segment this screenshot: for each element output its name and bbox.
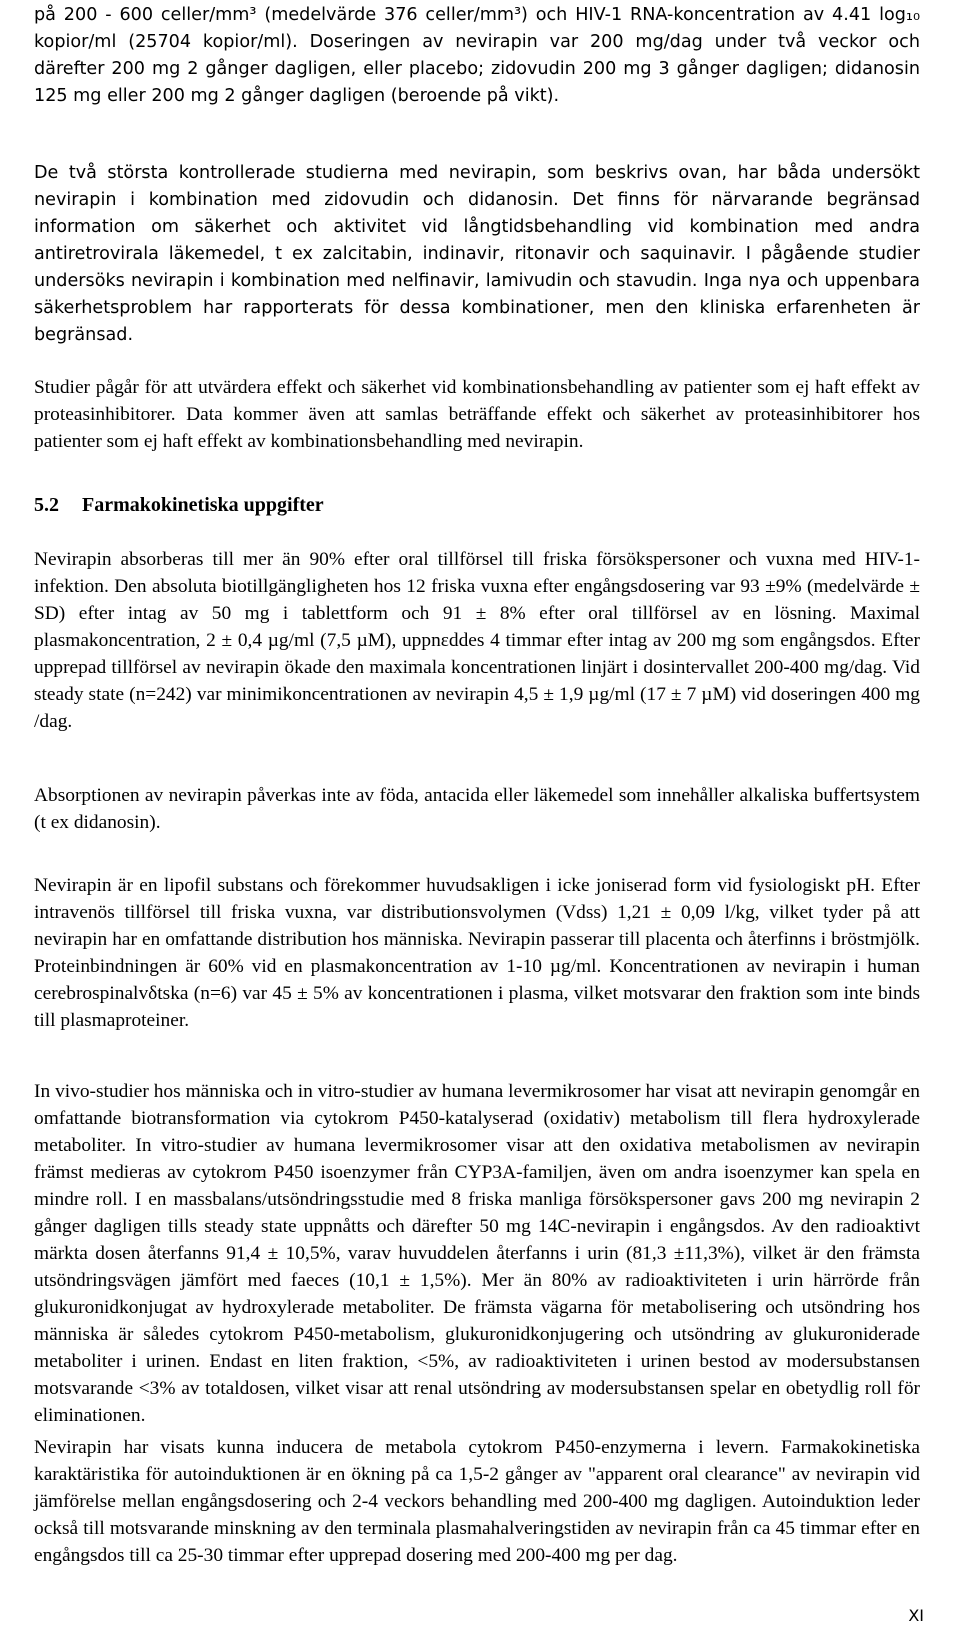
paragraph-text: Nevirapin absorberas till mer än 90% efter oral tillförsel till friska försökspersoner och vuxna med HIV-1-infektion. Den absoluta biotillgängligheten hos 12 friska vuxna efter engångsdosering var 93 ±9% (medelvärde ± SD) efter intag av 50 mg i tablettform och 91 ± 8% efter oral tillförsel av en lösning. Maximal plasmakoncentration, 2 ± 0,4 µg/ml (7,5 µM), uppnεddes 4 timmar efter intag av 200 mg som engångsdos. Efter upprepad tillförsel av nevirapin ökade den maximala koncentrationen linjärt i dosintervallet 200-400 mg/dag. Vid steady state (n=242) var minimikoncentrationen av nevirapin 4,5 ± 1,9 µg/ml (17 ± 7 µM) vid doseringen 400 mg /dag. xyxy=(34,549,920,732)
paragraph-text: Nevirapin är en lipofil substans och förekommer huvudsakligen i icke joniserad form vid fysiologiskt pH. Efter intravenös tillförsel till friska vuxna, var distributionsvolymen (Vdss) 1,21 ± 0,09 l/kg, vilket tyder på att nevirapin har en omfattande distribution hos människa. Nevirapin passerar till placenta och återfinns i bröstmjölk. Proteinbindningen är 60% vid en plasmakoncentration av 1-10 µg/ml. Koncentrationen av nevirapin i human cerebrospinalvδtska (n=6) var 45 ± 5% av koncentrationen i plasma, vilket motsvarar den fraktion som inte binds till plasmaproteiner. xyxy=(34,875,920,1031)
paragraph-text: In vivo-studier hos människa och in vitro-studier av humana levermikrosomer har visat att nevirapin genomgår en omfattande biotransformation via cytokrom P450-katalyserad (oxidativ) metabolism till flera hydroxylerade metaboliter. In vitro-studier av humana levermikrosomer visar att den oxidativa metabolismen av nevirapin främst medieras av cytokrom P450 isoenzymer från CYP3A-familjen, även om andra isoenzymer kan spela en mindre roll. I en massbalans/utsöndringsstudie med 8 friska manliga försökspersoner gavs 200 mg nevirapin 2 gånger dagligen tills steady state uppnåtts och därefter 50 mg 14C-nevirapin i engångsdos. Av den radioaktivt märkta dosen återfanns 91,4 ± 10,5%, varav huvuddelen återfanns i urin (81,3 ±11,3%), vilket är den främsta utsöndringsvägen jämfört med faeces (10,1 ± 1,5%). Mer än 80% av radioaktiviteten i urin härrörde från glukuronidkonjugat av hydroxylerade metaboliter. De främsta vägarna för metabolisering och utsöndring hos människa är således cytokrom P450-metabolism, glukuronidkonjugering och utsöndring av glukuroniderade metaboliter i urinen. Endast en liten fraktion, <5%, av radioaktiviteten i urinen bestod av modersubstansen motsvarande <3% av totaldosen, vilket visar att renal utsöndring av modersubstansen spelar en obetydlig roll för eliminationen. xyxy=(34,1081,920,1426)
section-title: Farmakokinetiska uppgifter xyxy=(82,494,324,516)
paragraph-autoinduction xyxy=(34,1434,920,1569)
paragraph-text: De två största kontrollerade studierna med nevirapin, som beskrivs ovan, har båda undersökt nevirapin i kombination med zidovudin och didanosin. Det finns för närvarande begränsad information om säkerhet och aktivitet vid långtidsbehandling vid kombination med andra antiretrovirala läkemedel, t ex zalcitabin, indinavir, ritonavir och saquinavir. I pågående studier undersöks nevirapin i kombination med nelfinavir, lamivudin och stavudin. Inga nya och uppenbara säkerhetsproblem har rapporterats för dessa kombinationer, men den kliniska erfarenheten är begränsad. xyxy=(34,163,920,345)
section-number: 5.2 xyxy=(34,494,59,516)
paragraph-food-effect xyxy=(34,782,920,836)
paragraph-study-dosing xyxy=(34,2,920,110)
paragraph-text: Absorptionen av nevirapin påverkas inte av föda, antacida eller läkemedel som innehåller alkaliska buffertsystem (t ex didanosin). xyxy=(34,785,920,833)
paragraph-text: Nevirapin har visats kunna inducera de metabola cytokrom P450-enzymerna i levern. Farmakokinetiska karaktäristika för autoinduktionen är en ökning på ca 1,5-2 gånger av "apparent oral clearance" av nevirapin vid jämförelse mellan engångsdosering och 2-4 veckors behandling med 200-400 mg dagligen. Autoinduktion leder också till motsvarande minskning av den terminala plasmahalveringstiden av nevirapin från ca 45 timmar efter en engångsdos till ca 25-30 timmar efter upprepad dosering med 200-400 mg per dag. xyxy=(34,1437,920,1566)
paragraph-combination-studies xyxy=(34,160,920,349)
section-heading xyxy=(34,492,920,519)
paragraph-text: på 200 - 600 celler/mm³ (medelvärde 376 celler/mm³) och HIV-1 RNA-koncentration av 4.41 log₁₀ kopior/ml (25704 kopior/ml). Doseringen av nevirapin var 200 mg/dag under två veckor och därefter 200 mg 2 gånger dagligen, eller placebo; zidovudin 200 mg 3 gånger dagligen; didanosin 125 mg eller 200 mg 2 gånger dagligen (beroende på vikt). xyxy=(34,5,920,106)
paragraph-metabolism xyxy=(34,1078,920,1429)
paragraph-text: Studier pågår för att utvärdera effekt och säkerhet vid kombinationsbehandling av patienter som ej haft effekt av proteasinhibitorer. Data kommer även att samlas beträffande effekt och säkerhet av proteasinhibitorer hos patienter som ej haft effekt av kombinationsbehandling med nevirapin. xyxy=(34,377,920,452)
paragraph-distribution xyxy=(34,872,920,1034)
paragraph-protease-studies xyxy=(34,374,920,455)
paragraph-absorption xyxy=(34,546,920,735)
page-number: XI xyxy=(908,1606,924,1625)
